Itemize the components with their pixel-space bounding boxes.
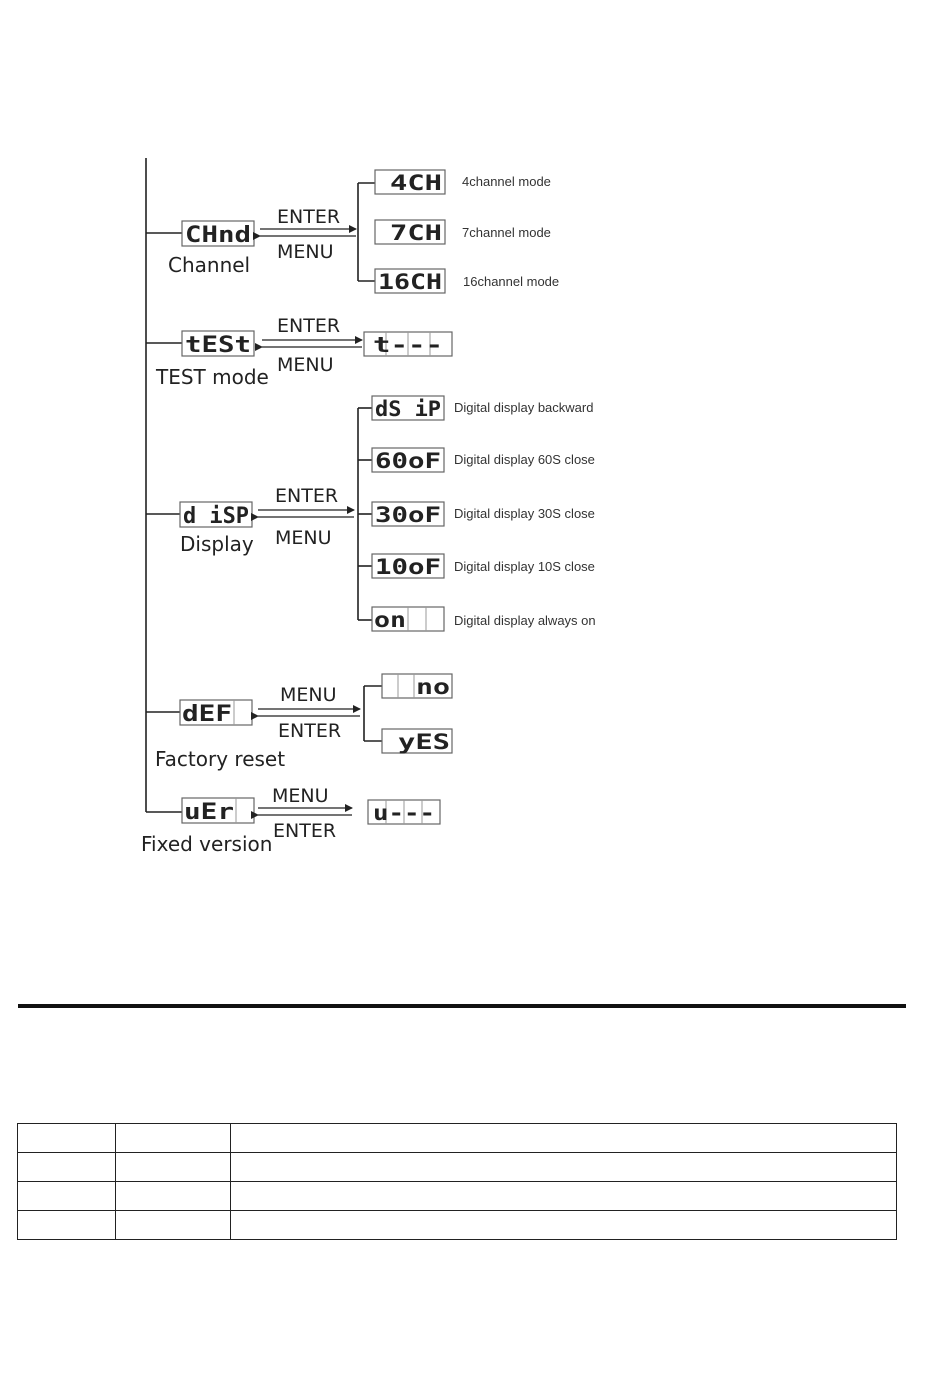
table-row: [18, 1182, 897, 1211]
table-cell: [18, 1153, 116, 1182]
version-label: Fixed version: [141, 832, 273, 856]
display-option-60of-desc: Digital display 60S close: [454, 452, 595, 467]
table-cell: [116, 1124, 231, 1153]
table-cell: [231, 1153, 897, 1182]
display-display: d iSP: [183, 504, 249, 529]
table-cell: [116, 1211, 231, 1240]
channel-branch: [146, 170, 559, 294]
reset-menu-key: MENU: [280, 684, 337, 706]
channel-display: CHnd: [185, 223, 251, 248]
display-option-dsip: dS iP: [375, 397, 441, 421]
spec-table: [17, 1123, 897, 1240]
channel-option-16ch: 16CH: [378, 270, 442, 294]
display-option-dsip-desc: Digital display backward: [454, 400, 594, 415]
version-enter-key: ENTER: [273, 820, 337, 842]
table-cell: [231, 1211, 897, 1240]
test-display: tESt: [185, 333, 251, 358]
table-cell: [18, 1124, 116, 1153]
display-option-30of-desc: Digital display 30S close: [454, 506, 595, 521]
reset-display: dEF: [182, 702, 232, 727]
display-option-on-desc: Digital display always on: [454, 613, 596, 628]
reset-label: Factory reset: [155, 747, 286, 771]
test-label: TEST mode: [156, 365, 269, 389]
version-result: u---: [373, 801, 435, 825]
reset-branch: [146, 674, 452, 771]
display-enter-key: ENTER: [275, 485, 339, 507]
table-row: [18, 1124, 897, 1153]
channel-enter-key: ENTER: [277, 206, 341, 228]
display-option-10of: 10oF: [375, 555, 441, 579]
channel-option-16ch-desc: 16channel mode: [463, 274, 560, 289]
channel-label: Channel: [168, 253, 251, 277]
display-option-on: on: [374, 608, 406, 632]
reset-option-no: no: [416, 675, 450, 699]
version-branch: [141, 785, 440, 856]
test-result: t---: [373, 333, 443, 357]
channel-option-7ch: 7CH: [390, 221, 442, 245]
display-option-10of-desc: Digital display 10S close: [454, 559, 595, 574]
channel-option-7ch-desc: 7channel mode: [462, 225, 551, 240]
table-cell: [116, 1153, 231, 1182]
test-menu-key: MENU: [277, 354, 334, 376]
test-enter-key: ENTER: [277, 315, 341, 337]
display-option-60of: 60oF: [375, 449, 441, 473]
version-menu-key: MENU: [272, 785, 329, 807]
section-divider: [18, 1004, 906, 1008]
table-cell: [231, 1182, 897, 1211]
test-branch: [146, 315, 452, 389]
display-menu-key: MENU: [275, 527, 332, 549]
display-option-30of: 30oF: [375, 503, 441, 527]
table-cell: [231, 1124, 897, 1153]
version-display: uEr: [184, 800, 234, 825]
display-label: Display: [180, 532, 254, 556]
table-cell: [18, 1182, 116, 1211]
reset-option-yes: yES: [398, 730, 450, 754]
channel-option-4ch-desc: 4channel mode: [462, 174, 551, 189]
table-cell: [18, 1211, 116, 1240]
reset-enter-key: ENTER: [278, 720, 342, 742]
table-row: [18, 1153, 897, 1182]
display-branch: [146, 396, 596, 632]
channel-option-4ch: 4CH: [390, 171, 442, 195]
channel-menu-key: MENU: [277, 241, 334, 263]
table-row: [18, 1211, 897, 1240]
table-cell: [116, 1182, 231, 1211]
